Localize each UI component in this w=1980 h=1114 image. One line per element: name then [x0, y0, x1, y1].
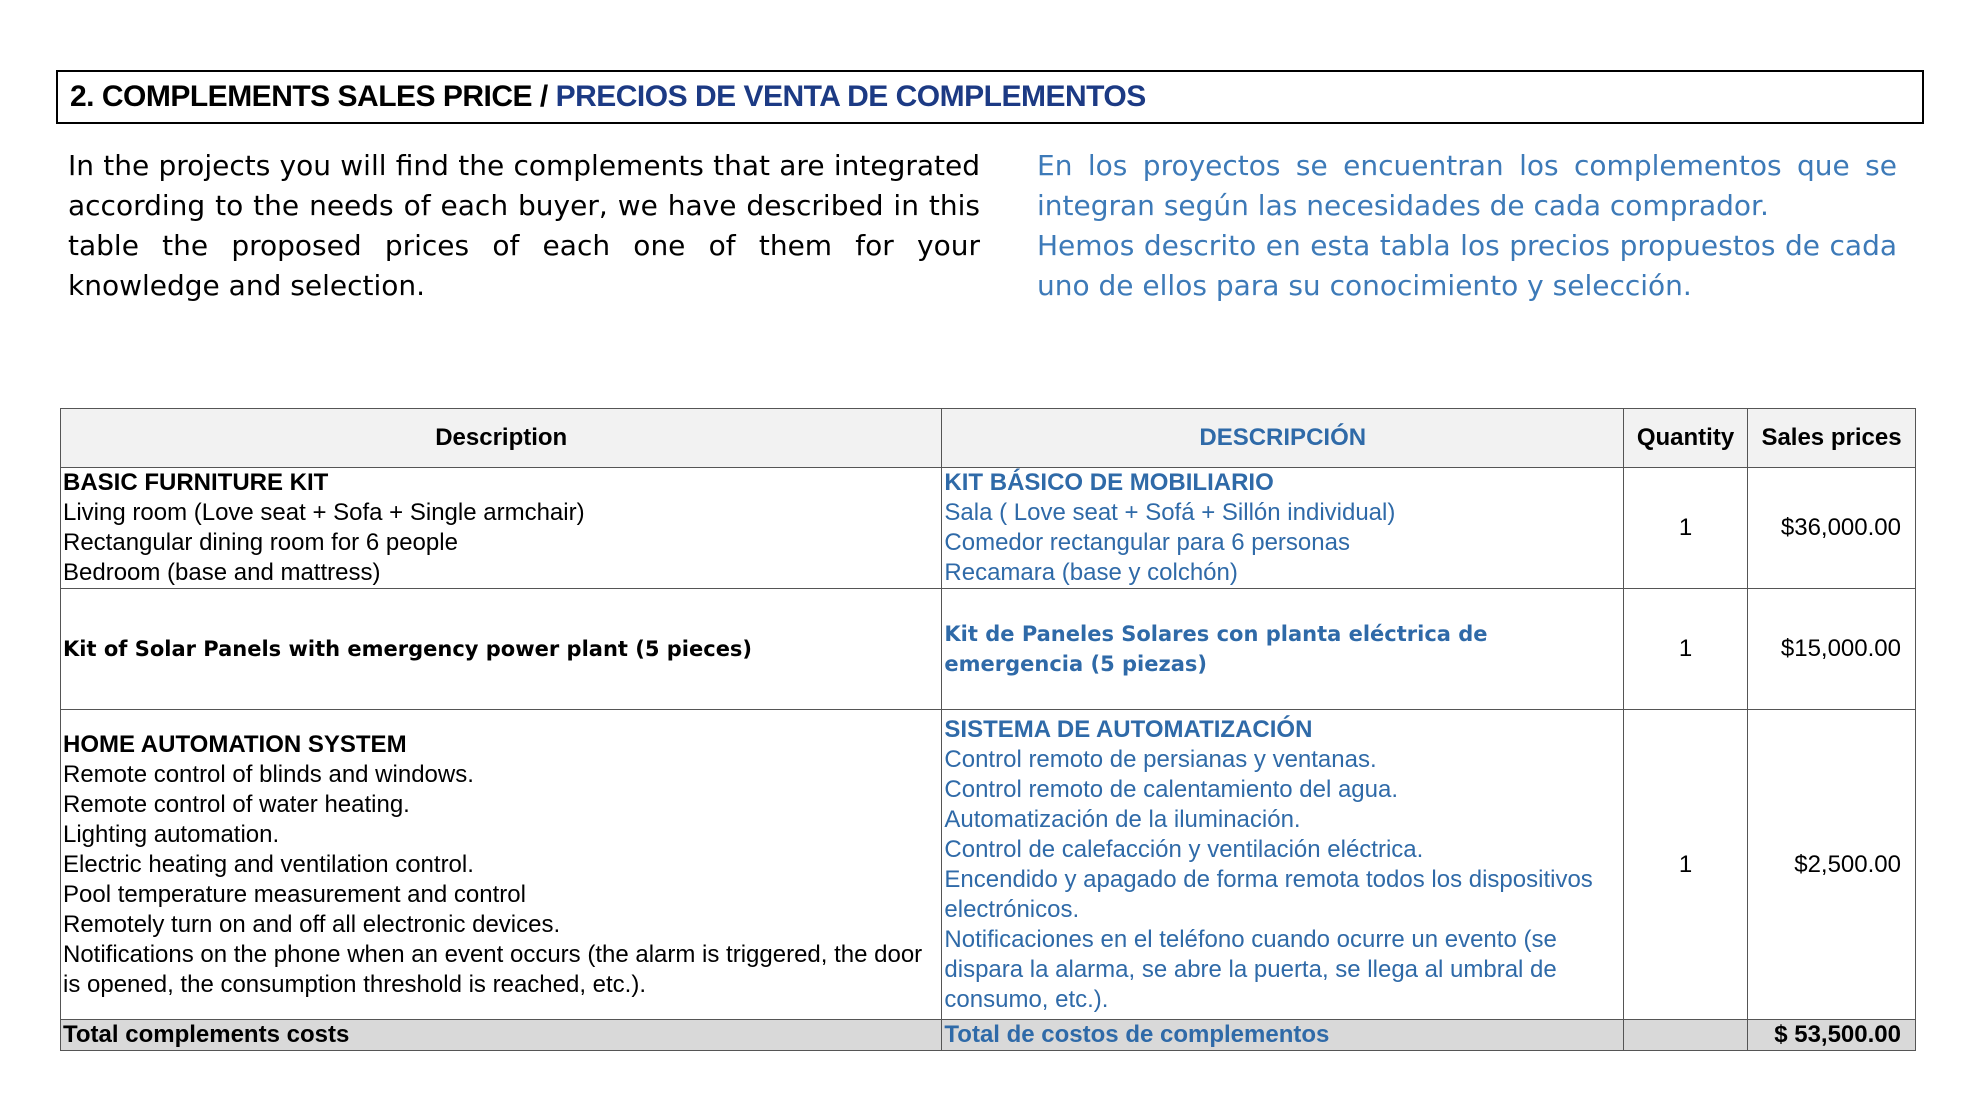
row-description-es: [942, 468, 1624, 589]
row-description-en: [61, 468, 942, 589]
row-line-en: Remotely turn on and off all electronic devices.: [63, 910, 561, 938]
row-line-en: Remote control of blinds and windows.: [63, 760, 474, 788]
total-label-en: Total complements costs: [61, 1020, 942, 1051]
complements-table: [60, 408, 1916, 1051]
row-title-en: BASIC FURNITURE KIT: [63, 469, 329, 496]
section-header: [56, 70, 1924, 124]
row-line-en: Lighting automation.: [63, 820, 280, 848]
section-title-en: 2. COMPLEMENTS SALES PRICE /: [70, 80, 548, 113]
row-line-en: Bedroom (base and mattress): [63, 559, 381, 586]
table-row: [61, 589, 1916, 710]
row-line-es: Control de calefacción y ventilación eléctrica.: [944, 835, 1424, 863]
intro-paragraph-es: [1037, 146, 1897, 306]
table-header-row: [61, 409, 1916, 468]
intro-es-line-1: En los proyectos se encuentran los complementos que se integran según las necesidades de cada comprador.: [1037, 149, 1897, 222]
intro-paragraph-en: In the projects you will find the complements that are integrated according to the needs of each buyer, we have described in this table the proposed prices of each one of them for your knowledge and selection.: [68, 149, 980, 302]
header-descripcion: DESCRIPCIÓN: [942, 409, 1624, 468]
table-row: [61, 468, 1916, 589]
row-line-en: Remote control of water heating.: [63, 790, 410, 818]
row-quantity: 1: [1624, 468, 1748, 589]
section-title-es: PRECIOS DE VENTA DE COMPLEMENTOS: [555, 80, 1146, 113]
row-line-en: Rectangular dining room for 6 people: [63, 529, 458, 556]
row-description-en: Kit of Solar Panels with emergency power plant (5 pieces): [61, 589, 942, 710]
row-quantity: 1: [1624, 589, 1748, 710]
row-line-es: Encendido y apagado de forma remota todos los dispositivos electrónicos.: [944, 865, 1593, 923]
row-line-es: Control remoto de persianas y ventanas.: [944, 745, 1377, 773]
row-line-es: Control remoto de calentamiento del agua.: [944, 775, 1399, 803]
intro-es-line-2: Hemos descrito en esta tabla los precios propuestos de cada uno de ellos para su conocimiento y selección.: [1037, 229, 1897, 302]
row-price: $36,000.00: [1748, 468, 1916, 589]
total-quantity: [1624, 1020, 1748, 1051]
row-line-en: Living room (Love seat + Sofa + Single armchair): [63, 499, 585, 526]
header-quantity: Quantity: [1624, 409, 1748, 468]
row-quantity: 1: [1624, 710, 1748, 1020]
header-description: Description: [61, 409, 942, 468]
row-line-es: Recamara (base y colchón): [944, 559, 1238, 586]
row-price: $2,500.00: [1748, 710, 1916, 1020]
row-description-es: [942, 710, 1624, 1020]
row-line-es: Notificaciones en el teléfono cuando ocurre un evento (se dispara la alarma, se abre la puerta, se llega al umbral de consumo, etc.).: [944, 925, 1557, 1013]
row-line-en: Electric heating and ventilation control.: [63, 850, 474, 878]
row-title-es: KIT BÁSICO DE MOBILIARIO: [944, 469, 1274, 496]
row-title-es: SISTEMA DE AUTOMATIZACIÓN: [944, 715, 1313, 743]
total-label-es: Total de costos de complementos: [942, 1020, 1624, 1051]
total-price: $ 53,500.00: [1748, 1020, 1916, 1051]
row-line-es: Automatización de la iluminación.: [944, 805, 1301, 833]
row-description-es: Kit de Paneles Solares con planta eléctrica de emergencia (5 piezas): [942, 589, 1624, 710]
row-price: $15,000.00: [1748, 589, 1916, 710]
row-description-en: [61, 710, 942, 1020]
table-row: [61, 710, 1916, 1020]
row-line-es: Comedor rectangular para 6 personas: [944, 529, 1350, 556]
row-line-en: Notifications on the phone when an event occurs (the alarm is triggered, the door is opened, the consumption threshold is reached, etc.).: [63, 940, 923, 998]
row-line-es: Sala ( Love seat + Sofá + Sillón individual): [944, 499, 1396, 526]
row-line-en: Pool temperature measurement and control: [63, 880, 526, 908]
row-title-en: HOME AUTOMATION SYSTEM: [63, 730, 407, 758]
total-row: [61, 1020, 1916, 1051]
header-sales-prices: Sales prices: [1748, 409, 1916, 468]
